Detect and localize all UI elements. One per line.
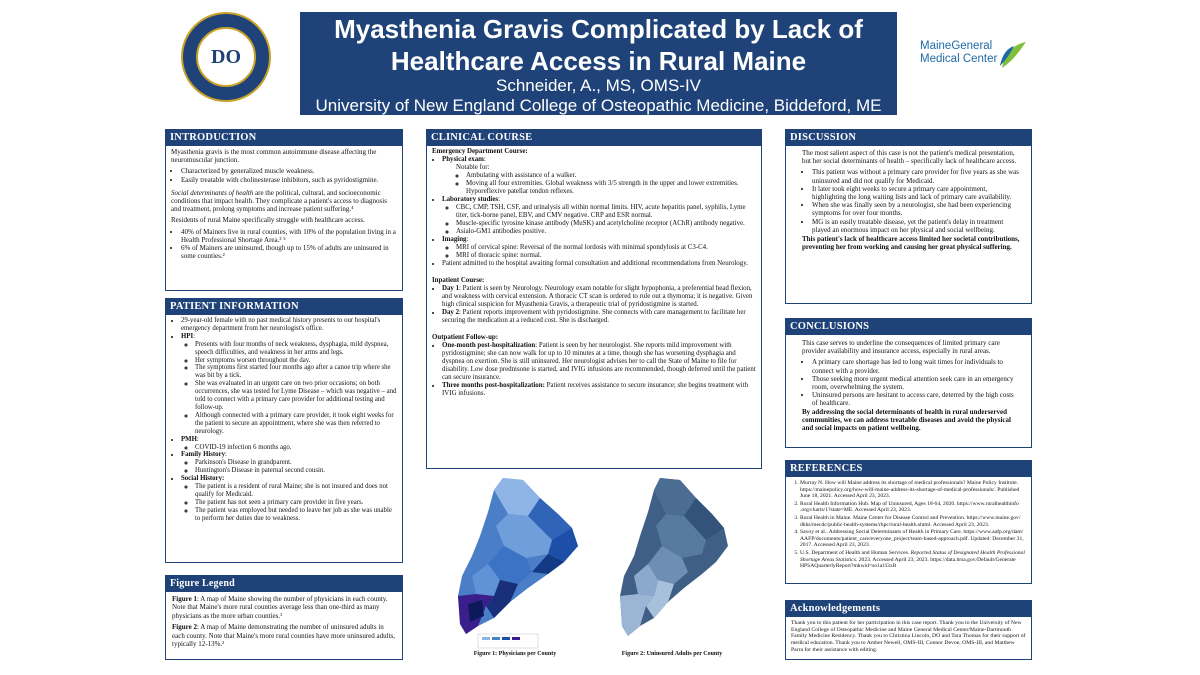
clinical-course-section: CLINICAL COURSE Emergency Department Course: • Physical exam: Notable for: ◦ Ambulating with assistance of a walker. ◦ Moving all four extremities. Global weakness with 3/5 strength in the upper and lower extremities. Hyporeflexive patellar tendon reflexes. • Laboratory studies: ◦ CBC, CMP, TSH, CSF, and urinalysis all within normal limits. HIV, acute hepatitis panel, syphilis, Lyme titer, tick-borne panel, EBV, and CMV negative. CRP and ESR normal. ◦ Muscle-specific tyrosine kinase antibody (MuSK) and acetylcholine receptor (AChR) antibody negative. ◦ Asialo-GM1 antibodies positive. • Imaging: ◦ MRI of cervical spine: Reversal of the normal lordosis with minimal spondylosis at C3-C4. ◦ MRI of thoracic spine: normal. • Patient admitted to the hospital awaiting formal consultation and additional recommendations from Neurology. Inpatient Course: • Day 1: Patient is seen by Neurology. Neurology exam notable for slight hypophonia, a preferential head flexion, and weakness with cervical extension. A thoracic CT scan is ordered to rule out a thymoma; it is negative. Given high clinical suspicion for Myasthenia Gravis, a therapeutic trial of pyridostigmine is started. • Day 2: Patient reports improvement with pyridostigmine. She connects with care management to facilitate her securing the medication at a reduced cost. She is discharged. Outpatient Follow-up: • One-month post-hospitalization: Patient is seen by her neurologist. She reports mild improvement with pyridostigmine; she can now walk for up to 10 minutes at a time, though she has worsening dysphagia and dyspnea on exertion. She is still uninsured. Her neurologist advises her to call the State of Maine to file for disability. Low dose prednisone is started, and IVIG infusions are recommended, though deferred until the patient can secure insurance. • Three months post-hospitalization: Patient receives assistance to secure insurance; she begins treatment with IVIG infusions. bbox=[426, 129, 762, 469]
ed-course-heading: Emergency Department Course: bbox=[432, 148, 528, 155]
college-seal-logo bbox=[181, 12, 271, 102]
logo-text-1: MaineGeneral bbox=[920, 40, 993, 52]
day1-text: : Patient is seen by Neurology. Neurology exam notable for slight hypophonia, a preferential head flexion, and weakness with cervical extension. A thoracic CT scan is ordered to rule out a thymoma; it is negative. Given high clinical suspicion for Myasthenia Gravis, a therapeutic trial of pyridostigmine is started. bbox=[442, 285, 753, 308]
title-banner bbox=[300, 12, 897, 115]
social-history-item: ◦ The patient is a resident of rural Maine; she is not insured and does not qualify for Medicaid. bbox=[195, 483, 397, 499]
author-line: Schneider, A., MS, OMS-IV bbox=[495, 76, 702, 95]
hpi-item: ◦ She was evaluated in an urgent care on two prior occasions; on both occurrences, she was tested for Lyme Disease – which was negative – and told to connect with a primary care provider for additional testing and follow-up. bbox=[195, 380, 397, 412]
social-history-item: ◦ The patient was employed but needed to leave her job as she was unable to perform her duties due to weakness. bbox=[195, 507, 397, 523]
patient-information-heading: PATIENT INFORMATION bbox=[166, 299, 402, 315]
hpi-item: ◦ Although connected with a primary care provider, it took eight weeks for the patient to secure an appointment, where she was then referred to neurology. bbox=[195, 412, 397, 436]
logo-text-2: Medical Center bbox=[920, 53, 998, 65]
poster-title-line2: Healthcare Access in Rural Maine bbox=[390, 46, 807, 76]
discussion-section bbox=[785, 129, 1032, 304]
intro-para-2: are the political, cultural, and socioeconomic conditions that impact health. They complicate a patient's access to diagnosis and treatment, prolong symptoms and increase patient suffering.⁴ bbox=[171, 188, 387, 214]
intro-bullet: • Characterized by generalized muscle weakness. bbox=[181, 167, 397, 175]
reference-item: 4. Savoy et al.. Addressing Social Determinants of Health in Primary Care. https://www.aafp.org/dam/ AAFP/documents/patient_care/everyone_project/team-based-approach.pdf. Updated: December 31, 2017. Accessed April 23, 2023. bbox=[800, 529, 1026, 549]
reference-item: 3. Rural Health in Maine. Maine Center for Disease Control and Prevention. https://www.maine.gov/ dhhs/mecdc/public-health-systems/rhpc/rural-health.shtml. Accessed April 23, 2023. bbox=[800, 515, 1026, 528]
day2-text: : Patient reports improvement with pyridostigmine. She connects with care management to facilitate her securing the medication at a reduced cost. She is discharged. bbox=[442, 309, 746, 324]
physical-exam-label: Physical exam bbox=[442, 156, 484, 163]
intro-bullet: • 6% of Mainers are uninsured, though up to 15% of adults are uninsured in some counties.² bbox=[181, 244, 397, 260]
family-history-label: Family History bbox=[181, 451, 225, 459]
figure2-label: Figure 2 bbox=[172, 623, 197, 632]
figure1-physicians-map bbox=[448, 476, 583, 652]
lab-item: ◦ CBC, CMP, TSH, CSF, and urinalysis all within normal limits. HIV, acute hepatitis panel, syphilis, Lyme titer, tick-borne panel, EBV, and CMV negative. CRP and ESR normal. bbox=[456, 204, 756, 220]
figure2-uninsured-map bbox=[612, 476, 732, 648]
imaging-item: ◦ MRI of cervical spine: Reversal of the normal lordosis with minimal spondylosis at C3-C4. bbox=[456, 244, 756, 252]
patient-information-section: PATIENT INFORMATION • 29-year-old female with no past medical history presents to our hospital's emergency department from her neurologist's office. • HPI: ◦ Presents with four months of neck weakness, dysphagia, mild dyspnea, speech difficulties, and weakness in her arms and legs. ◦ Her symptoms worsen throughout the day. ◦ The symptoms first started four months ago after a canoe trip where she was bit by a tick. ◦ She was evaluated in an urgent care on two prior occasions; on both occurrences, she was tested for Lyme Disease – which was negative – and told to connect with a primary care provider for additional testing and follow-up. ◦ Although connected with a primary care provider, it took eight weeks for the patient to secure an appointment, where she was then referred to neurology. • PMH: ◦ COVID-19 infection 6 months ago. • Family History: ◦ Parkinson's Disease in grandparent. ◦ Huntington's Disease in paternal second cousin. • Social History: ◦ The patient is a resident of rural Maine; she is not insured and does not qualify for Medicaid. ◦ The patient has not seen a primary care provider in five years. ◦ The patient was employed but needed to leave her job as she was unable to perform her duties due to weakness. bbox=[165, 298, 403, 563]
inpatient-heading: Inpatient Course: bbox=[432, 277, 485, 284]
figure1-legend: : A map of Maine showing the number of physicians in each county. Note that Maine's more rural counties average less than one-third as many physicians as the more urban counties.¹ bbox=[172, 595, 388, 620]
family-history-item: ◦ Parkinson's Disease in grandparent. bbox=[195, 459, 397, 467]
reference-item: 1. Murray N. How will Maine address its shortage of medical professionals? Maine Policy Institute. https://mainepolicy.org/how-will-maine-address-its-shortage-of-medical-professionals/. Published June 18, 2021. Accessed April 23, 2023. bbox=[800, 480, 1026, 500]
references-section bbox=[785, 460, 1032, 584]
pe-item: ◦ Ambulating with assistance of a walker. bbox=[466, 172, 756, 180]
reference-item: 5. U.S. Department of Health and Human Services. Reported Status of Designated Health Professional Shortage Areas Statistics. 2023. Accessed April 23, 2023. https://data.hrsa.gov/Default/Generate HPSAQuarterlyReport?mkwid=so1a1I3xB bbox=[800, 550, 1026, 570]
intro-para-3: Residents of rural Maine specifically struggle with healthcare access. bbox=[171, 216, 365, 225]
intro-bullet: • Easily treatable with cholinesterase inhibitors, such as pyridostigmine. bbox=[181, 176, 397, 184]
hpi-item: ◦ The symptoms first started four months ago after a canoe trip where she was bit by a tick. bbox=[195, 364, 397, 380]
reference-item: 2. Rural Health Information Hub. Map of Uninsured, Ages 18-64, 2020. https://www.ruralhealthinfo .org/charts/1?state=ME. Accessed April 23, 2023. bbox=[800, 501, 1026, 514]
admission-note: • Patient admitted to the hospital awaiting formal consultation and additional recommendations from Neurology. bbox=[442, 260, 756, 268]
clinical-course-heading: CLINICAL COURSE bbox=[427, 130, 761, 146]
figure-legend-section bbox=[165, 575, 403, 660]
seal-center: DO bbox=[196, 27, 256, 87]
imaging-label: Imaging bbox=[442, 236, 467, 243]
conclusions-heading: CONCLUSIONS bbox=[786, 319, 1031, 335]
discussion-conclusion: This patient's lack of healthcare access limited her societal contributions, preventing her from working and causing her great physical suffering. bbox=[802, 235, 1020, 252]
pe-item: ◦ Moving all four extremities. Global weakness with 3/5 strength in the upper and lower extremities. Hyporeflexive patellar tendon reflexes. bbox=[466, 180, 756, 196]
mainegeneral-logo bbox=[920, 40, 1030, 80]
intro-bullet: • 40% of Mainers live in rural counties, with 10% of the population living in a Health Professional Shortage Area.³ ⁵ bbox=[181, 228, 397, 244]
imaging-item: ◦ MRI of thoracic spine: normal. bbox=[456, 252, 756, 260]
lab-item: ◦ Muscle-specific tyrosine kinase antibody (MuSK) and acetylcholine receptor (AChR) antibody negative. bbox=[456, 220, 756, 228]
figure2-legend: : A map of Maine demonstrating the number of uninsured adults in each county. Note that Maine's more rural counties have more uninsured adults, typically 12-13%.² bbox=[172, 623, 395, 649]
discussion-bullet: • MG is an easily treatable disease, yet the patient's delay in treatment played an enormous impact on her physical and social wellbeing. bbox=[812, 218, 1021, 234]
social-history-item: ◦ The patient has not seen a primary care provider in five years. bbox=[195, 499, 397, 507]
acknowledgements-text: Thank you to this patient for her participation in this case report. Thank you to the University of New England College of Osteopathic Medicine and Maine General Medical Center/Maine-Dartmouth Family Medicine Residency. Thank you to Christina Lincoln, DO and Tara Thomas for their support of medical education. Thank you to Amber Newell, OMS-III, Connor Devoe, OMS-III, and Matthew Parra for their assistance with editing. bbox=[791, 620, 1026, 653]
discussion-para: The most salient aspect of this case is not the patient's medical presentation, but her social determinants of health – specifically lack of healthcare access. bbox=[802, 149, 1017, 166]
outpatient-heading: Outpatient Follow-up: bbox=[432, 334, 499, 341]
one-month-text: : Patient is seen by her neurologist. She reports mild improvement with pyridostigmine; she can now walk for up to 10 minutes at a time, though she has worsening dysphagia and dyspnea on exertion. She is still uninsured. Her neurologist advises her to call the State of Maine to file for disability. Low dose prednisone is started, and IVIG infusions are recommended, though deferred until the patient can secure insurance. bbox=[442, 342, 756, 381]
hpi-item: ◦ Her symptoms worsen throughout the day. bbox=[195, 357, 397, 365]
day2-label: Day 2 bbox=[442, 309, 460, 316]
figure1-label: Figure 1 bbox=[172, 595, 197, 603]
three-month-text: Patient receives assistance to secure insurance; she begins treatment with IVIG infusions. bbox=[442, 382, 749, 397]
conclusions-bullet: • A primary care shortage has led to long wait times for individuals to connect with a provider. bbox=[812, 358, 1021, 374]
conclusions-para: This case serves to underline the consequences of limited primary care provider availability and insurance access, especially in rural areas. bbox=[802, 339, 1000, 356]
three-month-label: Three months post-hospitalization: bbox=[442, 382, 545, 389]
references-heading: REFERENCES bbox=[786, 461, 1031, 477]
figure2-caption: Figure 2: Uninsured Adults per County bbox=[621, 651, 723, 657]
pe-note: Notable for: bbox=[456, 164, 490, 171]
pmh-item: ◦ COVID-19 infection 6 months ago. bbox=[195, 444, 397, 452]
discussion-bullet: • When she was finally seen by a neurologist, she had been experiencing symptoms for over four months. bbox=[812, 201, 1021, 217]
one-month-label: One-month post-hospitalization bbox=[442, 342, 536, 349]
lab-studies-label: Laboratory studies bbox=[442, 196, 499, 203]
conclusions-statement: By addressing the social determinants of health in rural underserved communities, we can address treatable diseases and avoid the physical and social impacts on patient wellbeing. bbox=[802, 407, 1011, 433]
conclusions-section bbox=[785, 318, 1032, 448]
introduction-heading: INTRODUCTION bbox=[166, 130, 402, 146]
leaf-icon bbox=[998, 40, 1028, 72]
social-history-label: Social History: bbox=[181, 475, 225, 483]
figure1-caption: Figure 1: Physicians per County bbox=[473, 651, 557, 657]
conclusions-bullet: • Those seeking more urgent medical attention seek care in an emergency room, overwhelming the system. bbox=[812, 375, 1021, 391]
conclusions-bullet: • Uninsured persons are hesitant to access care, deterred by the high costs of healthcare. bbox=[812, 391, 1021, 407]
patient-summary: • 29-year-old female with no past medical history presents to our hospital's emergency department from her neurologist's office. bbox=[181, 317, 397, 333]
figure-legend-heading: Figure Legend bbox=[166, 576, 402, 592]
family-history-item: ◦ Huntington's Disease in paternal second cousin. bbox=[195, 467, 397, 475]
sdoh-term: Social determinants of health bbox=[171, 188, 254, 197]
hpi-label: HPI bbox=[181, 332, 194, 340]
discussion-heading: DISCUSSION bbox=[786, 130, 1031, 146]
hpi-item: ◦ Presents with four months of neck weakness, dysphagia, mild dyspnea, speech difficulties, and weakness in her arms and legs. bbox=[195, 341, 397, 357]
discussion-bullet: • It later took eight weeks to secure a primary care appointment, highlighting the long waiting lists and lack of primary care availability. bbox=[812, 185, 1021, 201]
acknowledgements-heading: Acknowledgements bbox=[786, 601, 1031, 617]
pmh-label: PMH bbox=[181, 435, 197, 443]
introduction-section bbox=[165, 129, 403, 291]
poster-title-line1: Myasthenia Gravis Complicated by Lack of bbox=[334, 14, 863, 44]
discussion-bullet: • This patient was without a primary care provider for five years as she was uninsured and did not qualify for Medicaid. bbox=[812, 168, 1021, 184]
intro-para: Myasthenia gravis is the most common autoimmune disease affecting the neuromuscular junction. bbox=[171, 148, 377, 165]
acknowledgements-section bbox=[785, 600, 1032, 660]
lab-item: ◦ Asialo-GM1 antibodies positive. bbox=[456, 228, 756, 236]
affiliation-line: University of New England College of Osteopathic Medicine, Biddeford, ME bbox=[315, 96, 882, 115]
day1-label: Day 1 bbox=[442, 285, 460, 292]
